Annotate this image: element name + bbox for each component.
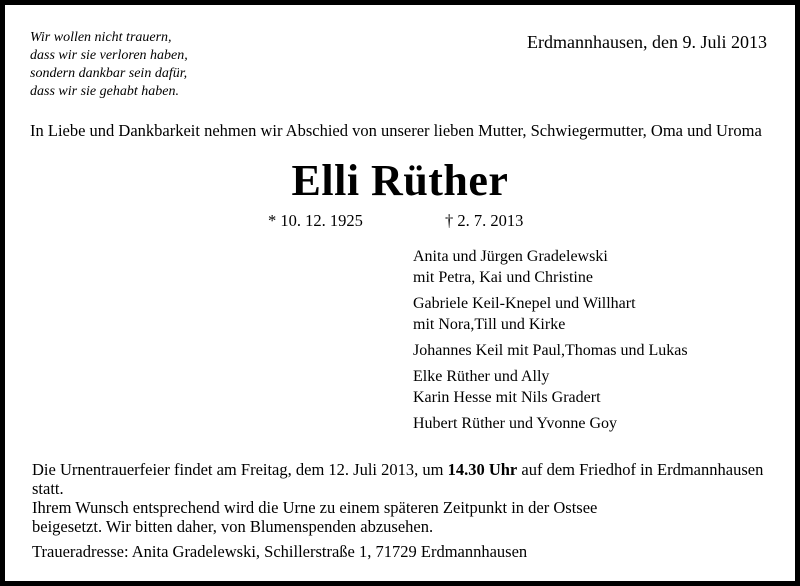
place-and-date: Erdmannhausen, den 9. Juli 2013 — [527, 32, 767, 52]
ceremony-info — [32, 460, 782, 536]
mourner-line: Anita und Jürgen Gradelewski — [413, 248, 608, 265]
ceremony-time: 14.30 Uhr — [447, 460, 518, 479]
death-date: † 2. 7. 2013 — [445, 211, 524, 230]
mourner-group — [413, 366, 688, 408]
mourning-address: Traueradresse: Anita Gradelewski, Schillerstraße 1, 71729 Erdmannhausen — [32, 542, 528, 561]
poem — [30, 29, 188, 101]
mourner-line: mit Nora,Till und Kirke — [413, 316, 566, 333]
deceased-name: Elli Rüther — [291, 156, 509, 205]
mourner-group — [413, 413, 688, 434]
poem-line: dass wir sie verloren haben, — [30, 48, 188, 63]
intro-text: In Liebe und Dankbarkeit nehmen wir Abschied von unserer lieben Mutter, Schwiegermutter, Oma und Uroma — [30, 121, 762, 140]
poem-line: Wir wollen nicht trauern, — [30, 30, 172, 45]
mourner-line: Gabriele Keil-Knepel und Willhart — [413, 295, 636, 312]
ceremony-text-start: Die Urnentrauerfeier findet am Freitag, dem 12. Juli 2013, um — [32, 460, 448, 479]
wish-line: beigesetzt. Wir bitten daher, von Blumenspenden abzusehen. — [32, 517, 434, 536]
ceremony-text-end: auf dem Friedhof in Erdmannhausen statt. — [32, 460, 764, 498]
mourner-line: Elke Rüther und Ally — [413, 368, 550, 385]
poem-line: sondern dankbar sein dafür, — [30, 66, 188, 81]
ceremony-paragraph — [32, 460, 782, 498]
mourners-list — [413, 246, 688, 439]
mourner-line: Johannes Keil mit Paul,Thomas und Lukas — [413, 342, 688, 359]
wish-line: Ihrem Wunsch entsprechend wird die Urne zu einem späteren Zeitpunkt in der Ostsee — [32, 498, 598, 517]
mourner-line: mit Petra, Kai und Christine — [413, 269, 593, 286]
birth-date: * 10. 12. 1925 — [268, 211, 363, 230]
mourner-group — [413, 340, 688, 361]
mourner-line: Hubert Rüther und Yvonne Goy — [413, 415, 617, 432]
mourner-group — [413, 246, 688, 288]
mourner-group — [413, 293, 688, 335]
poem-line: dass wir sie gehabt haben. — [30, 84, 179, 99]
mourner-line: Karin Hesse mit Nils Gradert — [413, 389, 601, 406]
